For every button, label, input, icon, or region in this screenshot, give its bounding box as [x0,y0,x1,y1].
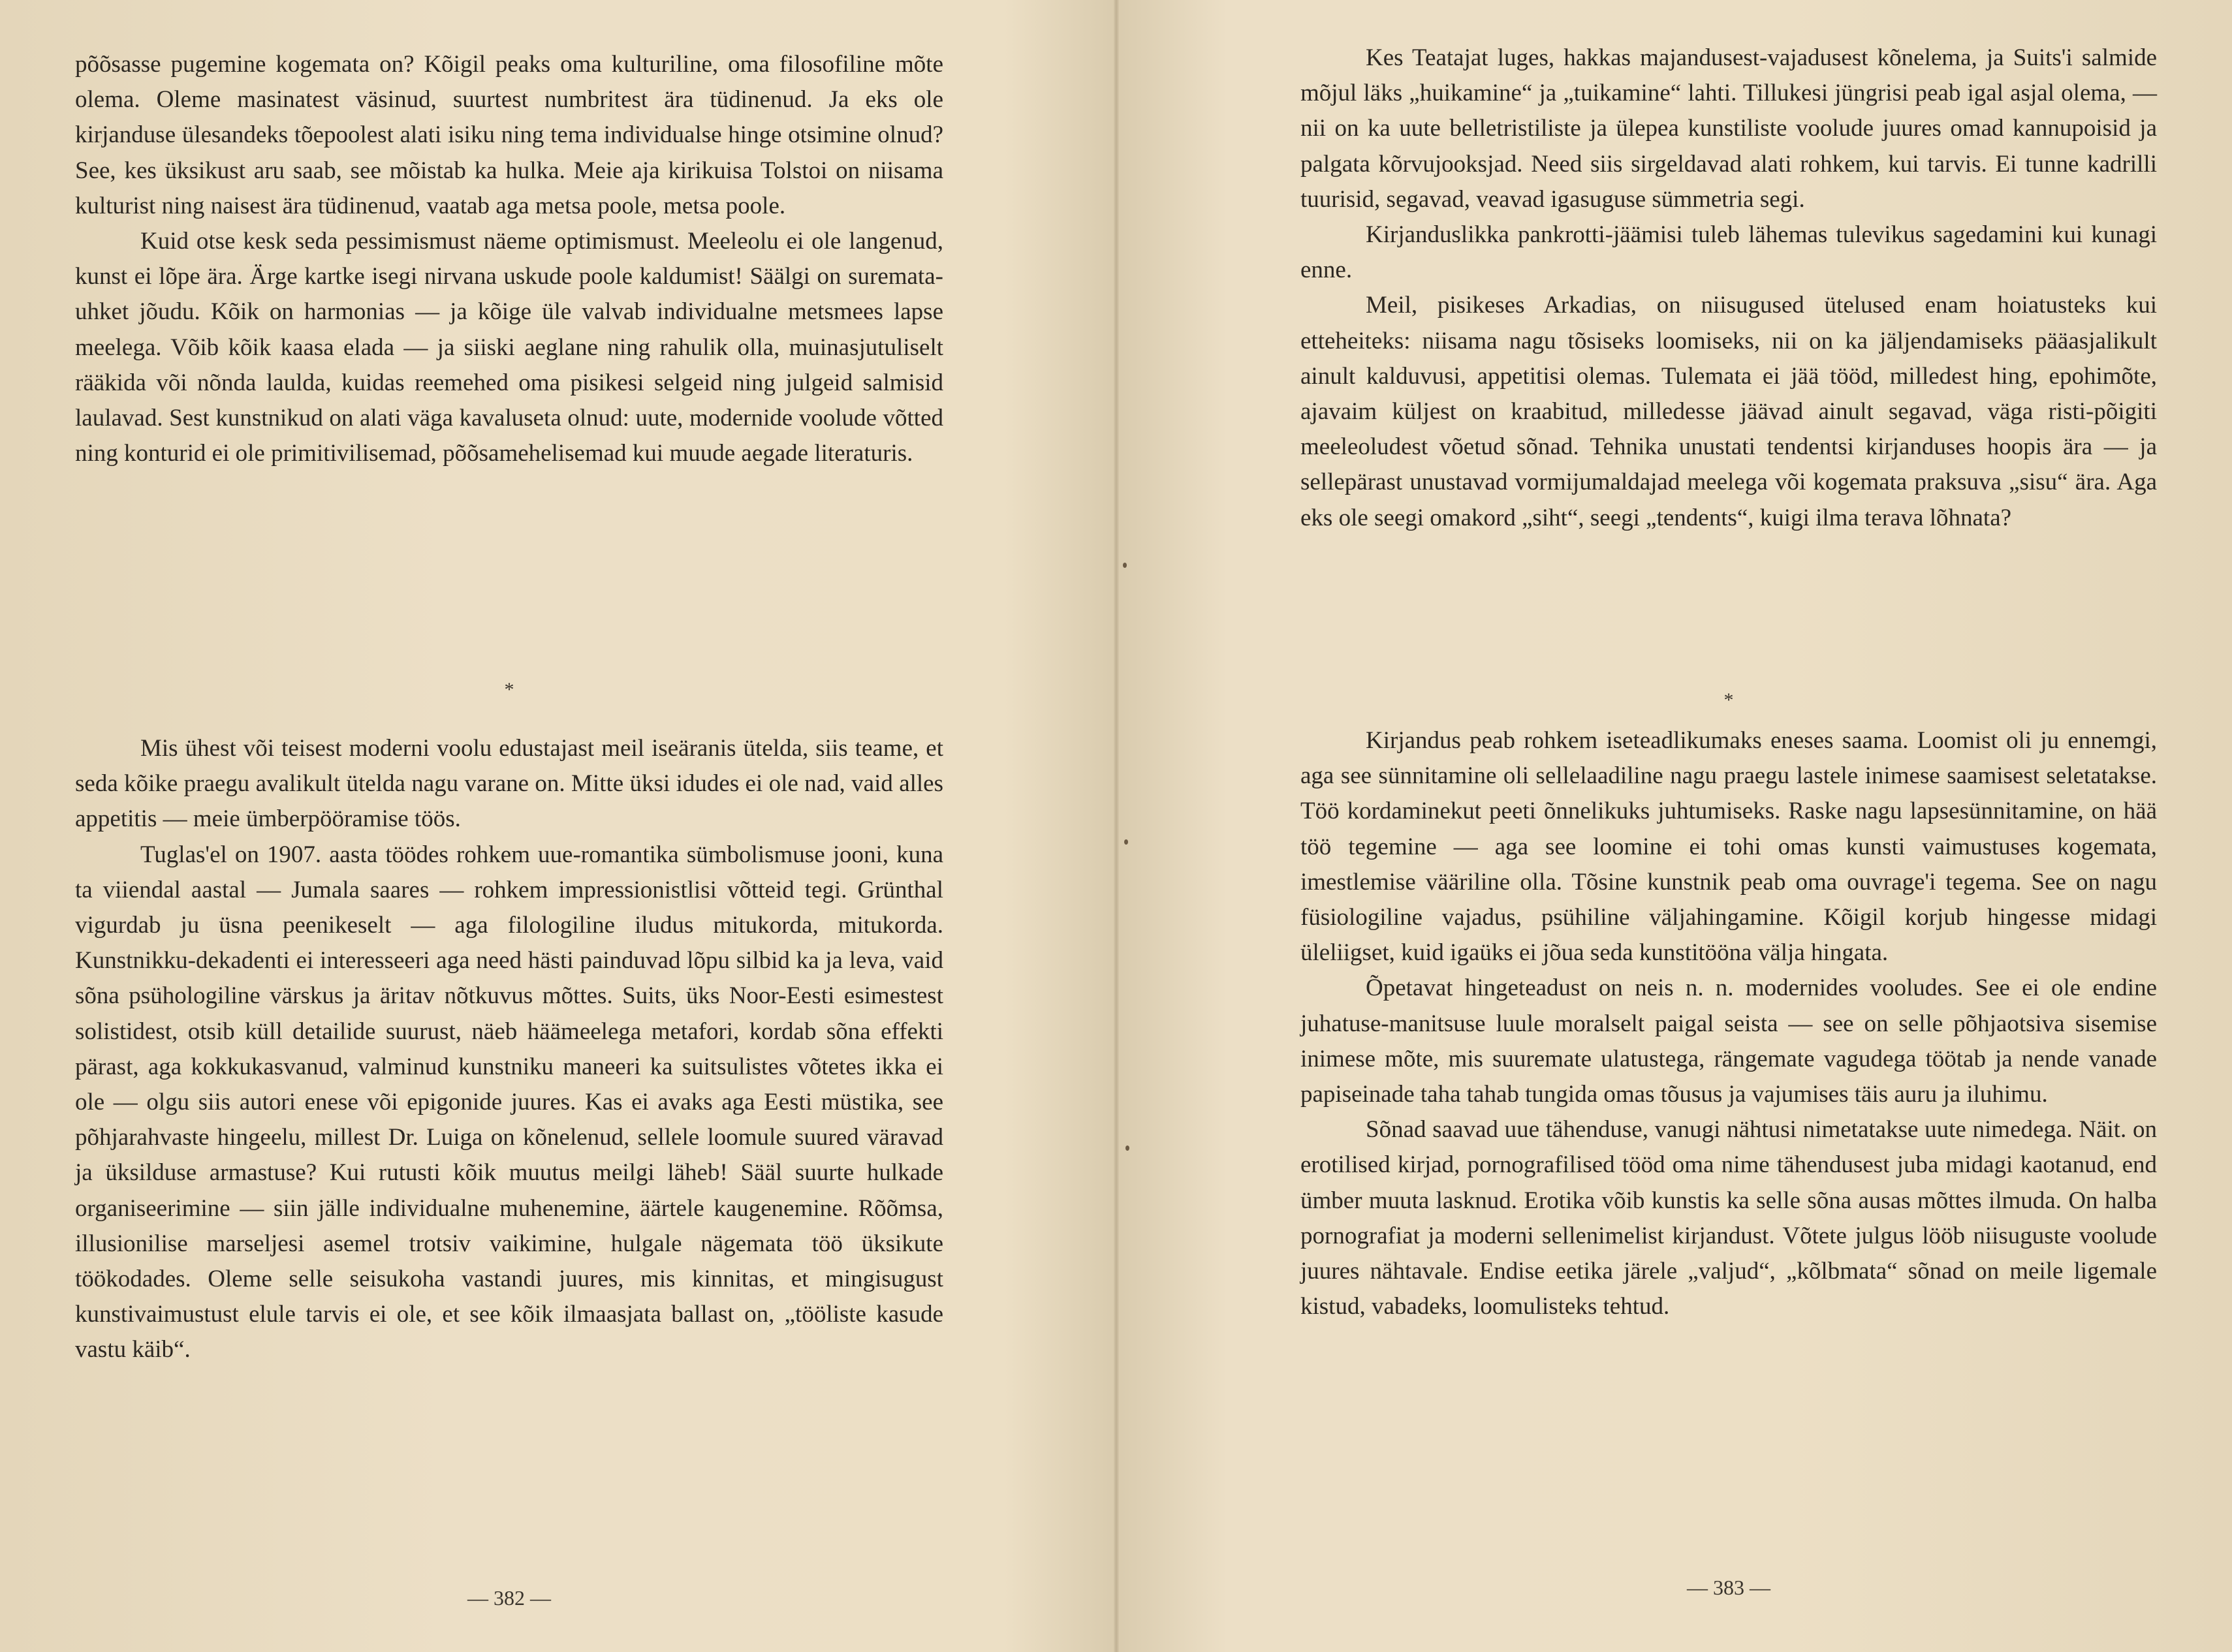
paragraph: Kuid otse kesk seda pessimismust näeme optimismust. Meeleolu ei ole langenud, kunst ei lõpe ära. Ärge kartke isegi nirvana uskude poole kaldumist! Säälgi on suremata-uhket jõudu. Kõik on harmonias — ja kõige üle valvab individualne metsmees lapse meelega. Võib kõik kaasa elada — ja siiski aeglane ning rahulik olla, muinasjutuliselt rääkida või nõnda laulda, kuidas reemehed oma pisikesi selgeid ning julgeid salmisid laulavad. Sest kunstnikud on alati väga kavaluseta olnud: uute, modernide voolude võtted ning konturid ei ole primitivilisemad, põõsamehelisemad kui muude aegade literaturis. [75,228,943,467]
paragraph: Kirjandus peab rohkem iseteadlikumaks eneses saama. Loomist oli ju ennemgi, aga see sünnitamine oli sellelaadiline nagu praegu lastele inimese saamisest seletatakse. Töö kordaminekut peeti õnnelikuks juhtumiseks. Raske nagu lapsesünnitamine, on hää töö tegemine — aga see loomine ei tohi omas kunsti vaimustuses kogemata, imestlemise vääriline olla. Tõsine kunstnik peab oma ouvrage'i tegema. See on nagu füsiologiline vajadus, psühiline väljahingamine. Kõigil korjub hingesse midagi üleliigset, kuid igaüks ei jõua seda kunstitööna välja hingata. [1300,727,2157,967]
page-number: — 383 — [1687,1576,1770,1599]
right-page [1300,0,2157,1652]
paragraph: Kes Teatajat luges, hakkas majandusest-vajadusest kõnelema, ja Suits'i salmide mõjul läks „huikamine“ ja „tuikamine“ lahti. Tillukesi jüngrisi peab igal asjal olema, — nii on ka uute belletristiliste ja ülepea kunstiliste voolude juures omad kannupoisid ja palgata kõrvujooksjad. Need siis sirgeldavad alati rohkem, kui tarvis. Ei tunne kadrilli tuurisid, segavad, veavad igasuguse sümmetria segi. [1300,44,2157,213]
paragraph: Õpetavat hingeteadust on neis n. n. modernides vooludes. See ei ole endine juhatuse-manitsuse luule moralselt paigal seista — see on selle põhjaotsiva sisemise inimese mõte, mis suuremate ulatustega, rängemate vagudega töötab ja nende vanade papiseinade taha tahab tungida omas tõusus ja vajumises täis auru ja iluhimu. [1300,974,2157,1108]
right-bottom-text [1300,723,2157,1324]
left-top-text [75,47,943,471]
page-number: — 382 — [467,1586,551,1610]
paragraph: Tuglas'el on 1907. aasta töödes rohkem uue-romantika sümbolismuse jooni, kuna ta viiendal aastal — Jumala saares — rohkem impressionistlisi võtteid tegi. Grünthal vigurdab ju üsna peenikeselt — aga filologiline iludus mitukorda, mitukorda. Kunstnikku-dekadenti ei interesseeri aga need hästi painduvad lõpu silbid ka ja leva, vaid sõna psühologiline värskus ja äritav nõtkuvus mõttes. Suits, üks Noor-Eesti esimestest solistidest, otsib küll detailide suurust, näeb häämeelega metafori, kordab sõna effekti pärast, aga kokkukasvanud, valminud kunstniku maneeri ka suitsulistes võtetes ikka ei ole — olgu siis autori enese või epigonide juures. Kas ei avaks aga Eesti müstika, see põhjarahvaste hingeelu, millest Dr. Luiga on kõnelenud, sellele loomule suured väravad ja üksilduse armastuse? Kui rutusti kõik muutus meilgi läheb! Sääl suurte hulkade organiseerimine — siin jälle individualne muhenemine, äärtele kaugenemine. Rõõmsa, illusionilise marseljesi asemel trotsiv vaikimine, hulgale nägemata töö üksikute töökodades. Oleme selle seisukoha vastandi juures, mis kinnitas, et mingisugust kunstivaimustust elule tarvis ei ole, et see kõik ilmaasjata ballast on, „tööliste kasude vastu käib“. [75,841,943,1364]
paragraph: põõsasse pugemine kogemata on? Kõigil peaks oma kulturiline, oma filosofiline mõte olema. Oleme masinatest väsinud, suurtest numbritest ära tüdinenud. Ja eks ole kirjanduse ülesandeks tõepoolest alati isiku ning tema individualse hinge otsimine olnud? See, kes üksikust aru saab, see mõistab ka hulka. Meie aja kirikuisa Tolstoi on niisama kulturist ning naisest ära tüdinenud, vaatab aga metsa poole, metsa poole. [75,51,943,219]
section-separator: * [504,679,514,700]
left-bottom-text [75,731,943,1368]
paragraph: Mis ühest või teisest moderni voolu edustajast meil iseäranis ütelda, siis teame, et seda kõike praegu avalikult ütelda nagu varane on. Mitte üksi idudes ei ole nad, vaid alles appetitis — meie ümberpööramise töös. [75,735,943,833]
left-page [75,0,943,1652]
right-top-text [1300,40,2157,536]
section-separator: * [1723,689,1734,711]
paragraph: Sõnad saavad uue tähenduse, vanugi nähtusi nimetatakse uute nimedega. Näit. on erotilised kirjad, pornografilised tööd oma nime tähendusest juba midagi kaotanud, end ümber muuta lasknud. Erotika võib kunstis ka selle sõna ausas mõttes ilmuda. On halba pornografiat ja moderni sellenimelist kirjandust. Võtete julgus lööb niisuguste voolude juures nähtavale. Endise eetika järele „valjud“, „kõlbmata“ sõnad on meile ligemale kistud, vabadeks, loomulisteks tehtud. [1300,1116,2157,1320]
margin-speck [1124,839,1128,845]
paragraph: Meil, pisikeses Arkadias, on niisugused ütelused enam hoiatusteks kui etteheiteks: niisama nagu tõsiseks loomiseks, nii on ka jäljendamiseks pääasjalikult ainult kalduvusi, appetitisi olemas. Tulemata ei jää tööd, milledest hing, epohimõte, ajavaim küljest on kraabitud, milledesse jäävad ainult segavad, väga risti-põigiti meeleoludest võetud sõnad. Tehnika unustati tendentsi kirjanduses hoopis ära — ja sellepärast unustavad vormijumaldajad meelega või kogemata praksuva „sisu“ ära. Aga eks ole seegi omakord „siht“, seegi „tendents“, kuigi ilma terava lõhnata? [1300,292,2157,531]
paragraph: Kirjanduslikka pankrotti-jäämisi tuleb lähemas tulevikus sagedamini kui kunagi enne. [1300,221,2157,284]
book-gutter [1114,0,1119,1652]
margin-speck [1125,1145,1129,1151]
margin-speck [1123,563,1127,568]
